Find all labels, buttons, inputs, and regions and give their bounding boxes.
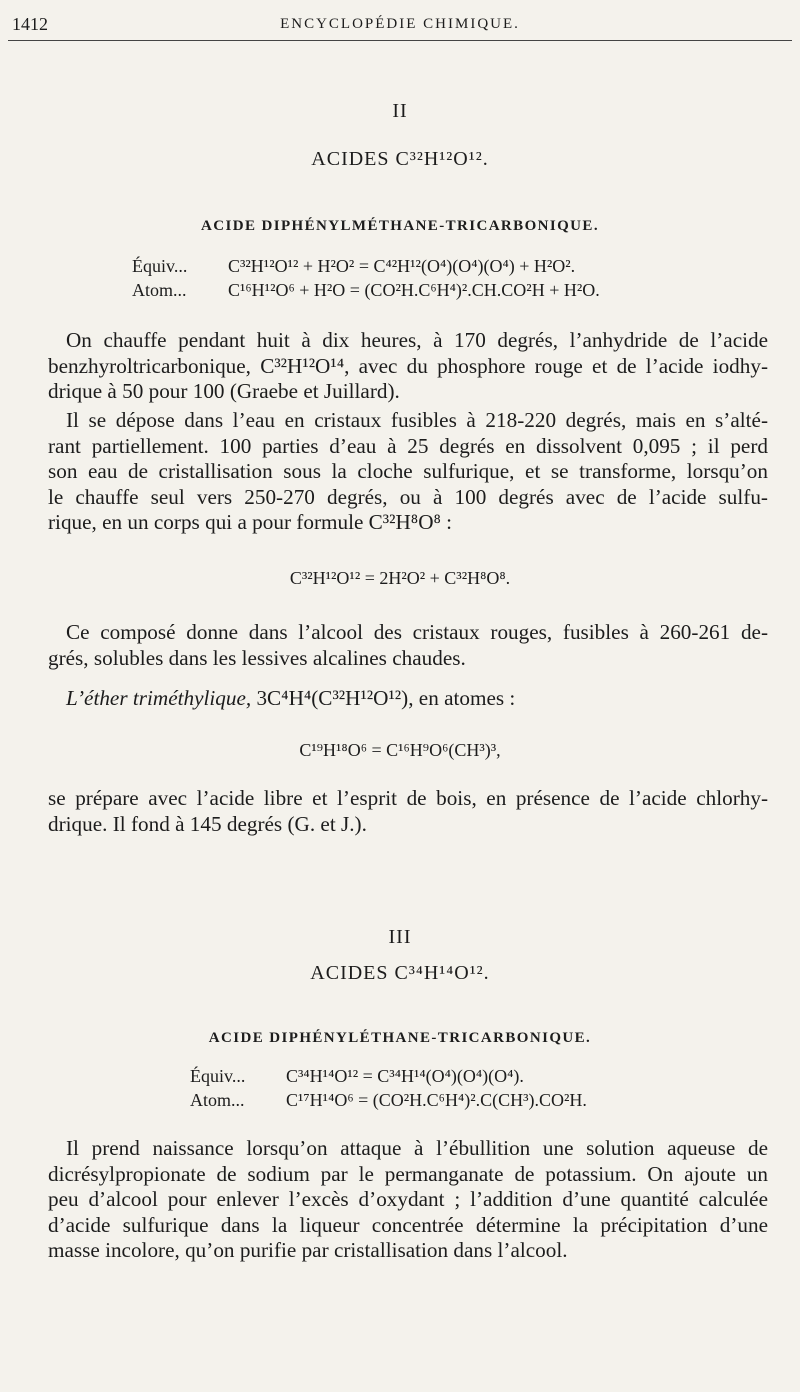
equiv-formula: C³²H¹²O¹² + H²O² = C⁴²H¹²(O⁴)(O⁴)(O⁴) + H²O². — [228, 256, 576, 276]
atom-formula-line — [132, 280, 600, 301]
text-line: drique à 50 pour 100 (Graebe et Juillard). — [48, 379, 400, 404]
text-line: son eau de cristallisation sous la cloche sulfurique, et se transforme, lorsqu’on — [48, 459, 768, 484]
text-line: rant partiellement. 100 parties d’eau à 25 degrés en dissolvent 0,095 ; il perd — [48, 433, 768, 458]
ether-formula: 3C⁴H⁴(C³²H¹²O¹²), en atomes : — [251, 686, 516, 710]
atom-formula: C¹⁷H¹⁴O⁶ = (CO²H.C⁶H⁴)².C(CH³).CO²H. — [286, 1090, 587, 1110]
text-line: masse incolore, qu’on purifie par cristallisation dans l’alcool. — [48, 1238, 568, 1263]
text-line: rique, en un corps qui a pour formule C³²H⁸O⁸ : — [48, 510, 453, 535]
equation-dehydration: C³²H¹²O¹² = 2H²O² + C³²H⁸O⁸. — [289, 568, 511, 588]
atom-label: Atom... — [132, 280, 187, 300]
equiv-formula-line — [132, 256, 575, 277]
text-line: d’acide sulfurique dans la liqueur concentrée détermine la précipitation d’une — [48, 1212, 768, 1237]
header-rule — [8, 40, 792, 41]
section-2-title: ACIDES C³²H¹²O¹². — [311, 148, 489, 170]
equiv-formula-line — [190, 1066, 524, 1087]
text-line: drique. Il fond à 145 degrés (G. et J.). — [48, 811, 367, 836]
atom-formula-line — [190, 1090, 587, 1111]
section-3-title: ACIDES C³⁴H¹⁴O¹². — [310, 962, 490, 984]
section-3-number: III — [388, 926, 412, 948]
text-line: Ce composé donne dans l’alcool des cristaux rouges, fusibles à 260-261 de- — [66, 620, 768, 644]
atom-label: Atom... — [190, 1090, 245, 1110]
paragraph-ether-prep — [48, 786, 768, 837]
paragraph-preparation — [48, 328, 768, 405]
equiv-label: Équiv... — [190, 1066, 246, 1086]
section-2-subtitle: ACIDE DIPHÉNYLMÉTHANE-TRICARBONIQUE. — [201, 218, 599, 234]
text-line: se prépare avec l’acide libre et l’esprit de bois, en présence de l’acide chlorhy- — [48, 786, 768, 810]
page-number: 1412 — [12, 14, 48, 34]
section-3-subtitle: ACIDE DIPHÉNYLÉTHANE-TRICARBONIQUE. — [208, 1030, 592, 1046]
equiv-formula: C³⁴H¹⁴O¹² = C³⁴H¹⁴(O⁴)(O⁴)(O⁴). — [286, 1066, 524, 1086]
text-line: Il prend naissance lorsqu’on attaque à l’ébullition une solution aqueuse de — [66, 1136, 768, 1160]
text-line: dicrésylpropionate de sodium par le permanganate de potassium. On ajoute un — [48, 1161, 768, 1186]
paragraph-properties — [48, 408, 768, 536]
paragraph-ether-intro — [48, 686, 768, 712]
text-line — [48, 686, 768, 712]
paragraph-red-crystals — [48, 620, 768, 671]
text-line: le chauffe seul vers 250-270 degrés, ou à 100 degrés avec de l’acide sulfu- — [48, 484, 768, 509]
text-line: Il se dépose dans l’eau en cristaux fusibles à 218-220 degrés, mais en s’alté- — [66, 408, 768, 432]
text-line: benzhyroltricarbonique, C³²H¹²O¹⁴, avec du phosphore rouge et de l’acide iodhy- — [48, 353, 768, 378]
paragraph-formation — [48, 1136, 768, 1264]
equiv-label: Équiv... — [132, 256, 188, 276]
atom-formula: C¹⁶H¹²O⁶ + H²O = (CO²H.C⁶H⁴)².CH.CO²H + H²O. — [228, 280, 600, 300]
running-title: ENCYCLOPÉDIE CHIMIQUE. — [280, 16, 520, 32]
text-line: grés, solubles dans les lessives alcalines chaudes. — [48, 645, 466, 670]
section-2-number: II — [392, 100, 408, 122]
ether-name: L’éther triméthylique, — [66, 686, 252, 710]
equation-ether: C¹⁹H¹⁸O⁶ = C¹⁶H⁹O⁶(CH³)³, — [299, 740, 501, 760]
text-line: On chauffe pendant huit à dix heures, à 170 degrés, l’anhydride de l’acide — [66, 328, 768, 352]
text-line: peu d’alcool pour enlever l’excès d’oxydant ; l’addition d’une quantité calculée — [48, 1187, 768, 1212]
page-header — [0, 14, 800, 38]
